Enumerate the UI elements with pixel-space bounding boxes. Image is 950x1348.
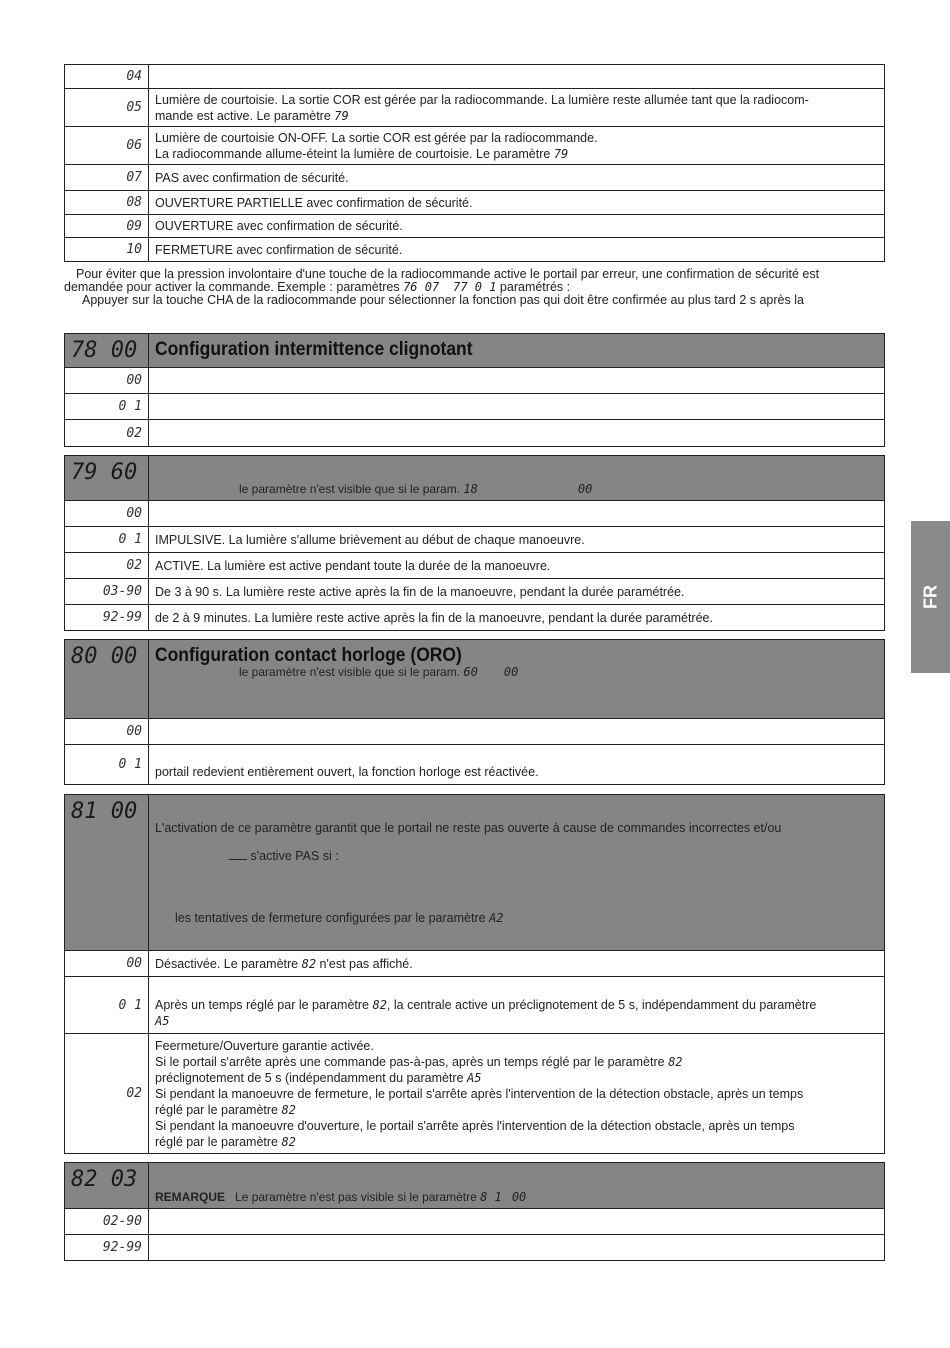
table-row	[65, 89, 885, 127]
table-row	[65, 215, 885, 238]
row-desc: OUVERTURE PARTIELLE avec confirmation de sécurité.	[149, 191, 885, 215]
param-78-table	[64, 333, 885, 447]
param-code: 82 03	[65, 1163, 149, 1209]
param-header	[65, 334, 885, 368]
row-code: 09	[65, 215, 149, 238]
row-desc: Lumière de courtoisie. La sortie COR est gérée par la radiocommande. La lumière reste allumée tant que la radiocom- mande est active. Le paramètre 79	[149, 89, 885, 127]
param-header: 80 00 Configuration contact horloge (ORO) le paramètre n'est visible que si le param. 60 00	[65, 640, 885, 719]
remark-label: REMARQUE	[155, 1190, 226, 1204]
table-row: 02	[65, 420, 885, 447]
table-row: 02 Feermeture/Ouverture garantie activée. Si le portail s'arrête après une commande pas-à-pas, après un temps réglé par le paramètre 82 préclignotement de 5 s (indépendamment du paramètre A5 Si pendant la manoeuvre de fermeture, le portail s'arrête après l'intervention de la détection obstacle, après un temps réglé par le paramètre 82 Si pendant la manoeuvre d'ouverture, le portail s'arrête après l'intervention de la détection obstacle, après un temps réglé par le paramètre 82	[65, 1034, 885, 1154]
table-commands	[64, 64, 885, 262]
param-code: 81 00	[65, 795, 149, 951]
table-row: 00	[65, 501, 885, 527]
table-row: 92-99	[65, 1235, 885, 1261]
table-row: 02 ACTIVE. La lumière est active pendant toute la durée de la manoeuvre.	[65, 553, 885, 579]
row-code: 10	[65, 238, 149, 262]
table-row: 0 1 Après un temps réglé par le paramètre 82, la centrale active un préclignotement de 5 s, indépendamment du paramètre A5	[65, 977, 885, 1034]
param-82-table	[64, 1162, 885, 1261]
row-code: 07	[65, 165, 149, 191]
table-row: 00 Désactivée. Le paramètre 82 n'est pas affiché.	[65, 951, 885, 977]
table-row	[65, 127, 885, 165]
table-row: 0 1 IMPULSIVE. La lumière s'allume brièvement au début de chaque manoeuvre.	[65, 527, 885, 553]
safety-paragraph: Pour éviter que la pression involontaire d'une touche de la radiocommande active le portail par erreur, une confirmation de sécurité est demandée pour activer la commande. Exemple : paramètres 76 07 77 0 1 paramétrés : Appuyer sur la touche CHA de la radiocommande pour sélectionner la fonction pas qui doit être confirmée au plus tard 2 s après la	[64, 267, 820, 307]
param-header: 81 00 L'activation de ce paramètre garantit que le portail ne reste pas ouverte à cause de commandes incorrectes et/ou s'active PAS si : les tentatives de fermeture configurées par le paramètre A2	[65, 795, 885, 951]
param-80-table	[64, 639, 885, 785]
row-desc: PAS avec confirmation de sécurité.	[149, 165, 885, 191]
row-desc: Lumière de courtoisie ON-OFF. La sortie COR est gérée par la radiocommande. La radiocommande allume-éteint la lumière de courtoisie. Le paramètre 79	[149, 127, 885, 165]
param-code: 80 00	[65, 640, 149, 719]
row-code: 08	[65, 191, 149, 215]
table-row: 0 1	[65, 394, 885, 420]
table-row: 00	[65, 368, 885, 394]
row-code: 06	[65, 127, 149, 165]
table-row: 03-90 De 3 à 90 s. La lumière reste active après la fin de la manoeuvre, pendant la durée paramétrée.	[65, 579, 885, 605]
row-desc: FERMETURE avec confirmation de sécurité.	[149, 238, 885, 262]
param-header: 82 03 REMARQUE Le paramètre n'est pas visible si le paramètre 8 1 00	[65, 1163, 885, 1209]
table-row: 92-99 de 2 à 9 minutes. La lumière reste active après la fin de la manoeuvre, pendant la durée paramétrée.	[65, 605, 885, 631]
param-code: 78 00	[65, 334, 149, 368]
param-title: Configuration contact horloge (ORO)	[155, 645, 462, 666]
param-title: Configuration intermittence clignotant	[155, 339, 473, 360]
table-row	[65, 65, 885, 89]
param-header: 79 60 le paramètre n'est visible que si le param. 18 00	[65, 456, 885, 501]
table-row: 02-90	[65, 1209, 885, 1235]
table-row: 0 1 portail redevient entièrement ouvert, la fonction horloge est réactivée.	[65, 745, 885, 785]
param-79-table	[64, 455, 885, 631]
row-desc: OUVERTURE avec confirmation de sécurité.	[149, 215, 885, 238]
row-code: 05	[65, 89, 149, 127]
language-tab: FR	[911, 521, 950, 673]
table-row	[65, 238, 885, 262]
table-row	[65, 165, 885, 191]
row-code: 04	[65, 65, 149, 89]
param-code: 79 60	[65, 456, 149, 501]
table-row: 00	[65, 719, 885, 745]
param-81-table	[64, 794, 885, 1154]
table-row	[65, 191, 885, 215]
